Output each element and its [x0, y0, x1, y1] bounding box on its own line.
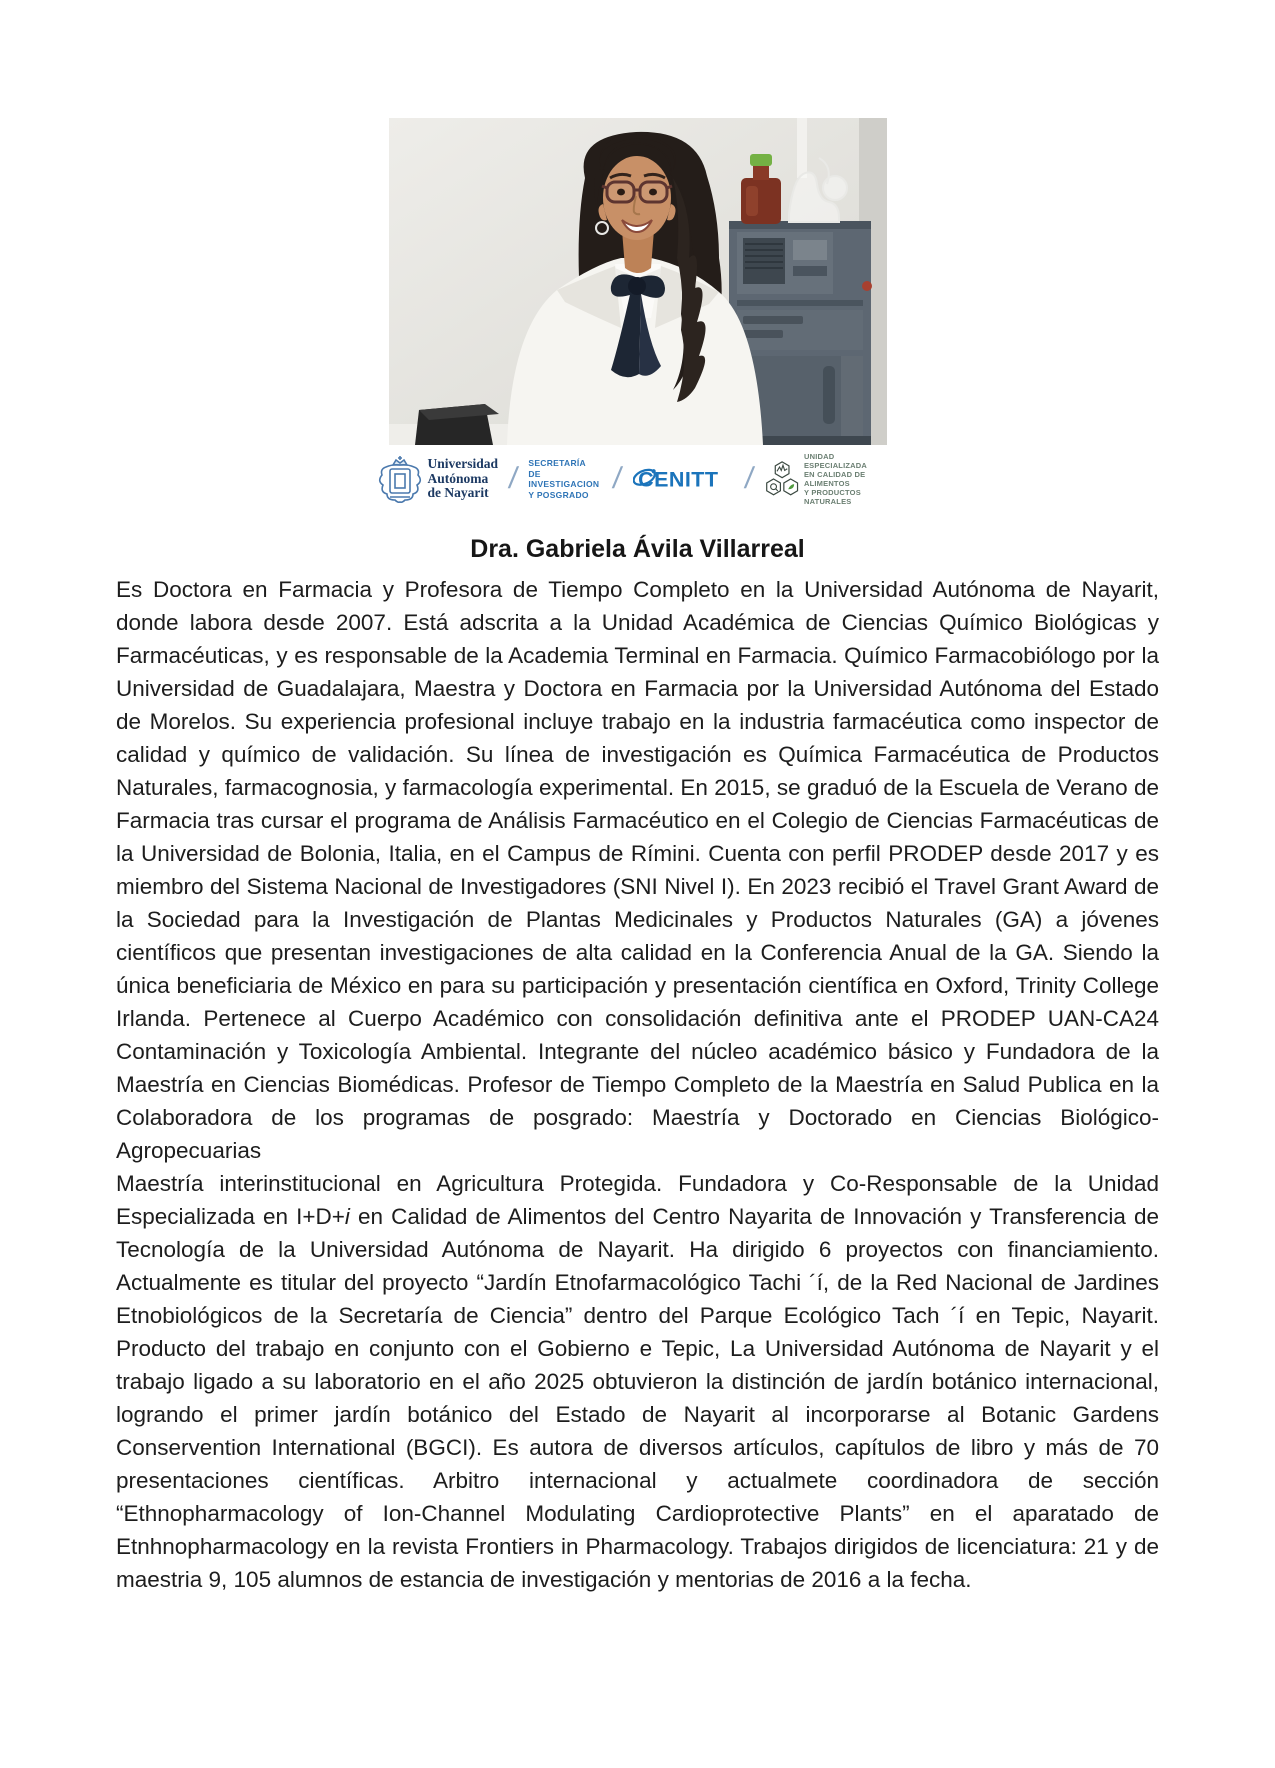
university-crest-icon — [378, 455, 422, 503]
unidad-line: Y PRODUCTOS NATURALES — [803, 488, 861, 506]
cenitt-logo — [633, 462, 735, 496]
uan-logo — [378, 455, 499, 503]
logo-separator-slash: / — [506, 462, 520, 495]
wall-pipe — [797, 118, 807, 178]
sip-wordmark — [528, 458, 602, 500]
sip-line: SECRETARÍA — [528, 458, 586, 468]
logo-strip — [378, 453, 898, 505]
logo-separator-slash: / — [743, 462, 757, 495]
unidad-logo — [765, 452, 898, 506]
uan-wordmark — [428, 457, 499, 501]
bio-paragraph-2: Maestría interinstitucional en Agricultura Protegida. Fundadora y Co-Responsable de la Unidad Especializada en I+D+i en Calidad de Alimentos del Centro Nayarita de Innovación y Transferencia de Tecnología de la Universidad Autónoma de Nayarit. Ha dirigido 6 proyectos con financiamiento. Actualmente es titular del proyecto “Jardín Etnofarmacológico Tachi ´í, de la Red Nacional de Jardines Etnobiológicos de la Secretaría de Ciencia” dentro del Parque Ecológico Tach ´í en Tepic, Nayarit. Producto del trabajo en conjunto con el Gobierno e Tepic, La Universidad Autónoma de Nayarit y el trabajo ligado a su laboratorio en el año 2025 obtuvieron la distinción de jardín botánico internacional, logrando el primer jardín botánico del Estado de Nayarit al incorporarse al Botanic Gardens Conservention International (BGCI). Es autora de diversos artículos, capítulos de libro y más de 70 presentaciones científicas. Arbitro internacional y actualmete coordinadora de sección “Ethnopharmacology of Ion-Channel Modulating Cardioprotective Plants” en el aparatado de Etnhnopharmacology en la revista Frontiers in Pharmacology. Trabajos dirigidos de licenciatura: 21 y de maestria 9, 105 alumnos de estancia de investigación y mentorias de 2016 a la fecha. — [116, 1171, 1159, 1592]
biography-text — [116, 573, 1159, 1596]
unidad-wordmark — [804, 452, 898, 506]
hexagon-cluster-icon — [765, 457, 799, 501]
sip-line: DE INVESTIGACION — [528, 468, 600, 489]
uan-line: Universidad — [427, 456, 499, 472]
sip-line: Y POSGRADO — [528, 489, 589, 500]
portrait-photo-illustration — [389, 118, 887, 445]
cenitt-wordmark: CENITT — [637, 467, 719, 492]
portrait-photo — [389, 118, 887, 445]
logo-separator-slash: / — [611, 462, 625, 495]
uan-line: Autónoma — [427, 470, 489, 486]
bio-paragraph-1: Es Doctora en Farmacia y Profesora de Tiempo Completo en la Universidad Autónoma de Nayarit, donde labora desde 2007. Está adscrita a la Unidad Académica de Ciencias Químico Biológicas y Farmacéuticas, y es responsable de la Academia Terminal en Farmacia. Químico Farmacobiólogo por la Universidad de Guadalajara, Maestra y Doctora en Farmacia por la Universidad Autónoma del Estado de Morelos. Su experiencia profesional incluye trabajo en la industria farmacéutica como inspector de calidad y químico de validación. Su línea de investigación es Química Farmacéutica de Productos Naturales, farmacognosia, y farmacología experimental. En 2015, se graduó de la Escuela de Verano de Farmacia tras cursar el programa de Análisis Farmacéutico en el Colegio de Ciencias Farmacéuticas de la Universidad de Bolonia, Italia, en el Campus de Rímini. Cuenta con perfil PRODEP desde 2017 y es miembro del Sistema Nacional de Investigadores (SNI Nivel I). En 2023 recibió el Travel Grant Award de la Sociedad para la Investigación de Plantas Medicinales y Productos Naturales (GA) a jóvenes científicos que presentan investigaciones de alta calidad en la Conferencia Anual de la GA. Siendo la única beneficiaria de México en para su participación y presentación científica en Oxford, Trinity College Irlanda. Pertenece al Cuerpo Académico con consolidación definitiva ante el PRODEP UAN-CA24 Contaminación y Toxicología Ambiental. Integrante del núcleo académico básico y Fundadora de la Maestría en Ciencias Biomédicas. Profesor de Tiempo Completo de la Maestría en Salud Publica en la Colaboradora de los programas de posgrado: Maestría y Doctorado en Ciencias Biológico-Agropecuarias — [116, 577, 1159, 1163]
unidad-line: UNIDAD ESPECIALIZADA — [803, 452, 868, 470]
unidad-line: EN CALIDAD DE ALIMENTOS — [803, 470, 866, 488]
page-title: Dra. Gabriela Ávila Villarreal — [470, 535, 805, 563]
document-page — [0, 118, 1275, 1768]
uan-line: de Nayarit — [427, 485, 489, 501]
